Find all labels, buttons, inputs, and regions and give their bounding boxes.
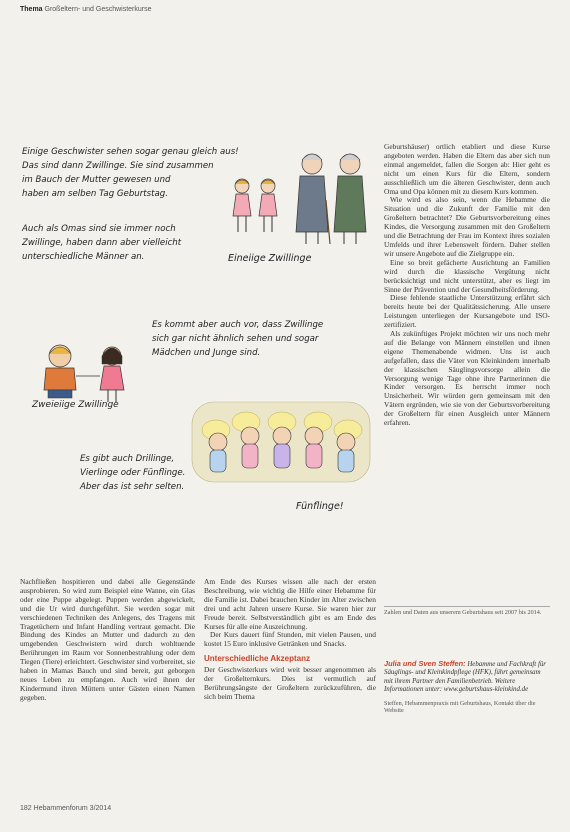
author-box <box>384 660 550 715</box>
paragraph: Diese fehlende staatliche Unterstützung erfährt sich bereits heute bei der Qualitätssicherung. Alle unsere Leistungen unterliegen der Kursangebote und ISO-zertifiziert. <box>384 293 550 330</box>
page-footer <box>20 805 111 812</box>
twin-girls-drawing <box>228 176 283 238</box>
right-column <box>384 143 550 428</box>
quintuplets-drawing <box>186 392 376 492</box>
header-topic: Großeltern- und Geschwisterkurse <box>44 6 152 13</box>
author-name: Julia und Sven Steffen: <box>384 659 466 668</box>
paragraph: Am Ende des Kurses wissen alle nach der ersten Beschreibung, wie wichtig die Hilfe einer Hebamme für die Familie ist. Dabei brauchen Kinder im Alter zwischen drei und acht Jahren unsere Kurse. Sie waren hier zur Freude bereit. Selbstverständlich gibt es am Ende des Kurses für alle eine Auszeichnung. <box>204 577 376 631</box>
caption-line: Das sind dann Zwillinge. Sie sind zusammen <box>22 161 214 171</box>
caption-line: haben am selben Tag Geburtstag. <box>22 189 168 199</box>
footnote-rule <box>384 606 550 607</box>
caption-line: Es kommt aber auch vor, dass Zwillinge <box>152 320 324 330</box>
running-header <box>20 6 152 13</box>
comic-caption-2 <box>22 222 202 264</box>
paragraph: Nachfließen hospitieren und dabei alle Gegenstände ausprobieren. So wird zum Beispiel eine Wanne, ein Glas oder eine Puppe abgelegt. Puppen werden abgewickelt, und die Ur wird durchgeführt. Sie werden sogar mit verschiedenen Techniken des Anlegens, des Tragens mit Tragetüchern und Infant Handling vertraut gemacht. Die Bindung des Kindes an Mutter und dadurch zu den umgebenden Geschwistern wird durch wohltuende Berührungen im Raum vor Sonnenbestrahlung oder dem Tiegen (Tiere) erleichtert. Geschwister sind vorbereitet, sie haben in Mamas Bauch und sind bereit, gut geborgen neues Leben zu empfangen. Auch wird ihnen der Kindermund ihren Müttern unter Gästen einen Namen gegeben. <box>20 577 195 702</box>
caption-line: unterschiedliche Männer an. <box>22 252 145 262</box>
paragraph: Der Kurs dauert fünf Stunden, mit vielen Pausen, und kostet 15 Euro inklusive Getränken und Snacks. <box>204 630 376 649</box>
twin-grannies-drawing <box>292 150 372 248</box>
caption-line: Auch als Omas sind sie immer noch <box>22 224 176 234</box>
paragraph: Als zukünftiges Projekt möchten wir uns noch mehr auf die Belange von Männern einstellen und ihnen eigene Themenabende widmen. Uns ist auch aufgefallen, dass die Väter von Kleinkindern innerhalb der klassischen Säuglingsvorsorge allein die Versorgung wenige Tage ohne ihre Partnerinnen die Kinder versorgen. Es herrscht immer noch Unsicherheit. Wir würden gern gemeinsam mit den Vätern ergründen, wie sie von der Geburtsvorbereitung der Großeltern für einen Ausgleich unter Männern erfahren. <box>384 329 550 428</box>
paragraph: Wie wird es also sein, wenn die Hebamme die Situation und die Zukunft der Familie mit den Großeltern betrachtet? Die Geburtsvorbereitung eines Kindes, die Versorgung zusammen mit den Großeltern und die Betrachtung der Frau im Kontext ihres sozialen Umfelds und ihrer Lebenswelt fördern. Daher stellen wir unsere Angebote auf die Zielgruppe ein. <box>384 195 550 258</box>
issue-number: 3/2014 <box>89 805 112 812</box>
caption-line: im Bauch der Mutter gewesen und <box>22 175 171 185</box>
comic-caption-3 <box>152 318 372 360</box>
caption-line: sich gar nicht ähnlich sehen und sogar <box>152 334 319 344</box>
caption-line: Aber das ist sehr selten. <box>80 482 185 492</box>
paragraph: Geburtshäuser) ortlich etabliert und diese Kurse angeboten werden. Haben die Eltern das aber sich nun einmal angemeldet, fallen die Sorgen ab: Hier geht es nicht um einen Kurs für die Eltern, sondern ausschließlich um die älteren Geschwister, denn auch Oma und Opa können mit zu diesem Kurs kommen. <box>384 142 550 196</box>
caption-line: Mädchen und Junge sind. <box>152 348 261 358</box>
label-fuenflinge: Fünflinge! <box>296 501 344 512</box>
comic-caption-1 <box>22 145 247 201</box>
caption-line: Zwillinge, haben dann aber vielleicht <box>22 238 182 248</box>
page-number: 182 <box>20 805 32 812</box>
paragraph: Der Geschwisterkurs wird weit besser angenommen als der Großelternkurs. Dies ist vermutlich auf Berührungsängste der Großeltern zurückzuführen, die sich beim Thema <box>204 665 376 701</box>
footnote: Zahlen und Daten aus unserem Geburtshaus seit 2007 bis 2014. <box>384 609 542 616</box>
bottom-middle-column <box>204 578 376 702</box>
section-label: Thema <box>20 6 43 13</box>
fraternal-twins-drawing <box>38 344 138 406</box>
subheading: Unterschiedliche Akzeptanz <box>204 654 310 664</box>
label-zweieiig: Zweieiige Zwillinge <box>32 400 119 410</box>
caption-line: Es gibt auch Drillinge, <box>80 454 175 464</box>
caption-line: Vierlinge oder Fünflinge. <box>80 468 186 478</box>
bottom-left-column <box>20 578 195 703</box>
author-contact: Steffen, Hebammenpraxis mit Geburtshaus, Kontakt über die Website <box>384 699 536 715</box>
caption-line: Einige Geschwister sehen sogar genau gleich aus! <box>22 147 239 157</box>
label-eineiig: Eineiige Zwillinge <box>228 253 312 264</box>
author-bio: Hebamme und Fachkraft für Säuglings- und Kleinkindpflege (HFK), führt gemeinsam mit ihrem Partner den Familienbetrieb. Weitere Informationen unter: www.geburtshaus-kleinkind.de <box>384 661 546 694</box>
paragraph: Eine so breit gefächerte Ausrichtung an Familien wird durch die klassische Vergütung nicht berücksichtigt und nicht unterstützt, aber es liegt im Sinne der Prävention und der Gesundheitsförderung. <box>384 257 550 294</box>
journal-name: Hebammenforum <box>33 805 88 812</box>
